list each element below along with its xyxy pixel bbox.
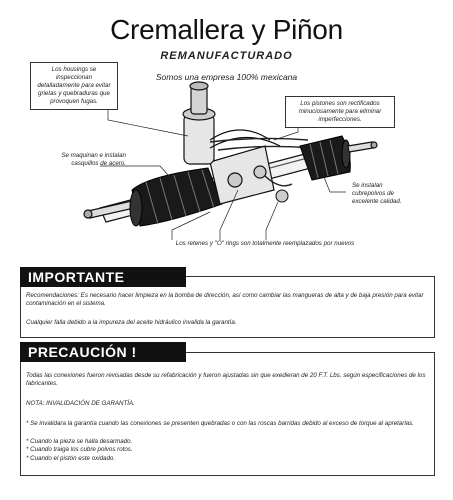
list-item: * Cuando el pistón este oxidado. [26,454,116,462]
list-item: * Cuando traiga los cubre polvos rotos. [26,446,133,454]
list-item: * Cuando la pieza se halla desarmado. [26,438,133,445]
importante-recommendations: Recomendaciones: Es necesario hacer limpieza en la bomba de dirección, así como cambiar las mangueras de alta y de baja presión para evitar contaminación en el sistema. [26,292,424,308]
precaucion-heading: PRECAUCIÓN ! [20,342,186,362]
callout-housings: Los housings se inspeccionan detalladamente para evitar grietas y quebraduras que provoquen fugas. [30,62,118,110]
mount-bracket [276,190,288,202]
left-boot [130,168,222,226]
tagline: Somos una empresa 100% mexicana [155,72,298,82]
importante-heading: IMPORTANTE [20,267,186,287]
importante-warranty-note: Cualquier falla debido a la impureza del aceite hidráulico invalida la garantía. [26,319,237,326]
page-subtitle: REMANUFACTURADO [160,50,293,62]
precaucion-bullet-list [26,438,426,463]
precaucion-invalidation: * Se invalidara la garantía cuando las conexiones se presenten quebradas o con las roscas barridas debido al exceso de torque al apretarlas. [26,420,414,427]
callout-seals: Los retenes y "O" rings son totalmente reemplazados por nuevos [175,240,355,247]
page-title: Cremallera y Piñon [110,14,343,45]
right-boot [300,136,350,180]
callout-boots: Se instalan cubrepolvos de excelente calidad. [352,182,402,206]
right-tie-rod [348,142,377,152]
precaucion-connections: Todas las conexiones fueron revisadas desde su refabricación y fueron ajustadas sin que exedieran de 20 F.T. Lbs. según especificaciones de los fabricantes. [26,372,426,388]
precaucion-note: NOTA: INVALIDACIÓN DE GARANTÍA. [26,400,135,407]
callout-pistons: Los pistones son rectificados minuciosamente para eliminar imperfecciones. [285,96,395,128]
callout-bushings: Se maquinan e instalan casquillos de acero. [61,152,126,168]
